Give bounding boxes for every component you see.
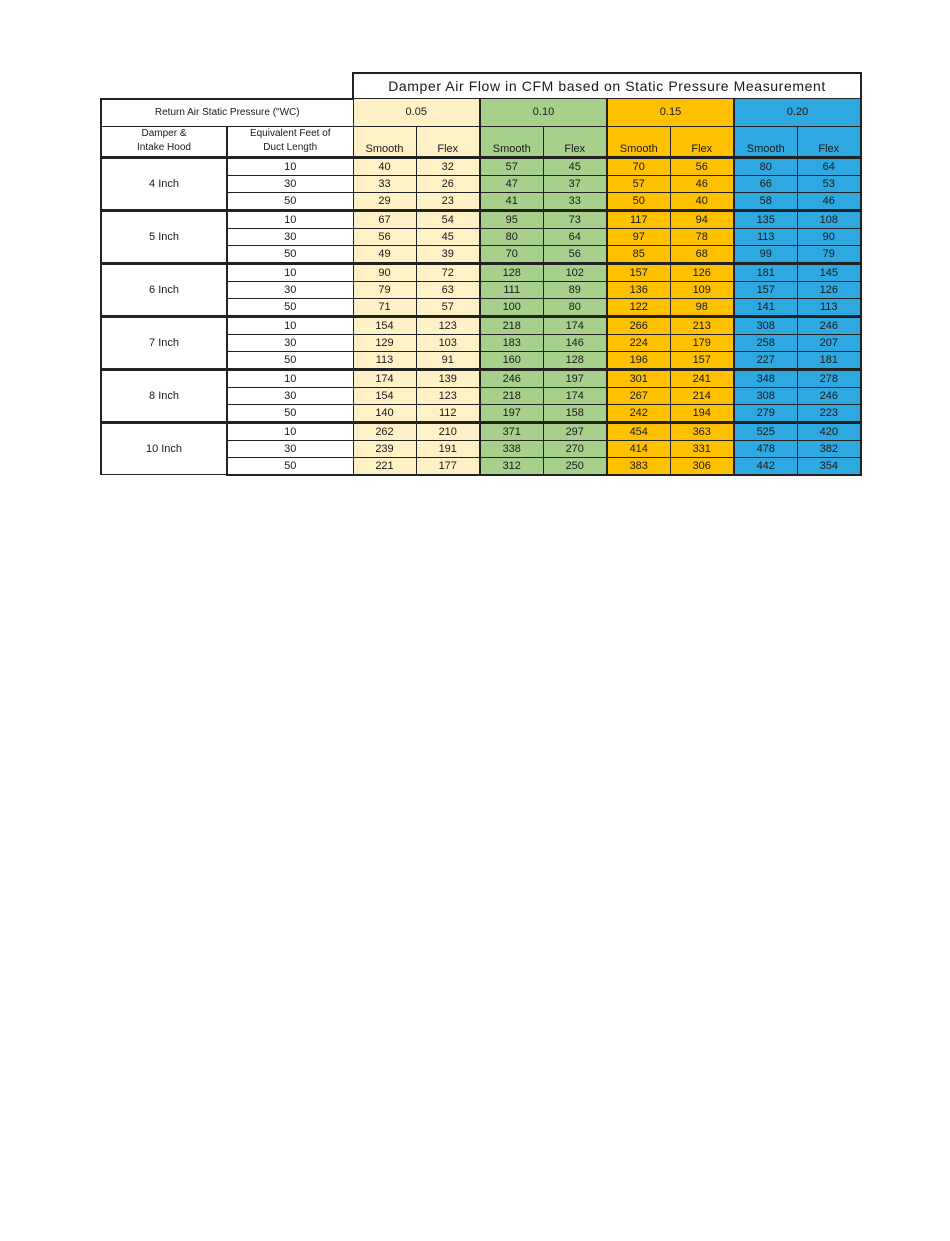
flex-cfm-cell: 40 bbox=[670, 192, 734, 210]
smooth-cfm-cell: 371 bbox=[480, 422, 543, 440]
pressure-0-15: 0.15 bbox=[607, 99, 734, 127]
smooth-cfm-cell: 525 bbox=[734, 422, 797, 440]
smooth-cfm-cell: 29 bbox=[353, 192, 416, 210]
smooth-cfm-cell: 242 bbox=[607, 404, 670, 422]
pressure-label: Return Air Static Pressure ("WC) bbox=[101, 99, 353, 127]
smooth-cfm-cell: 442 bbox=[734, 457, 797, 475]
duct-length-cell: 30 bbox=[227, 334, 353, 351]
flex-header: Flex bbox=[543, 126, 607, 157]
damper-size-cell: 6 Inch bbox=[101, 263, 227, 316]
smooth-cfm-cell: 218 bbox=[480, 316, 543, 334]
flex-cfm-cell: 191 bbox=[416, 440, 480, 457]
smooth-cfm-cell: 135 bbox=[734, 210, 797, 228]
column-header-row bbox=[101, 126, 861, 157]
smooth-cfm-cell: 239 bbox=[353, 440, 416, 457]
duct-length-cell: 30 bbox=[227, 228, 353, 245]
smooth-cfm-cell: 258 bbox=[734, 334, 797, 351]
flex-cfm-cell: 210 bbox=[416, 422, 480, 440]
flex-cfm-cell: 126 bbox=[797, 281, 861, 298]
smooth-cfm-cell: 221 bbox=[353, 457, 416, 475]
flex-cfm-cell: 56 bbox=[543, 245, 607, 263]
pressure-0-20: 0.20 bbox=[734, 99, 861, 127]
smooth-cfm-cell: 50 bbox=[607, 192, 670, 210]
smooth-cfm-cell: 414 bbox=[607, 440, 670, 457]
smooth-cfm-cell: 301 bbox=[607, 369, 670, 387]
smooth-cfm-cell: 71 bbox=[353, 298, 416, 316]
smooth-cfm-cell: 41 bbox=[480, 192, 543, 210]
flex-cfm-cell: 250 bbox=[543, 457, 607, 475]
flex-header: Flex bbox=[670, 126, 734, 157]
smooth-cfm-cell: 113 bbox=[353, 351, 416, 369]
flex-cfm-cell: 174 bbox=[543, 316, 607, 334]
flex-cfm-cell: 278 bbox=[797, 369, 861, 387]
smooth-cfm-cell: 383 bbox=[607, 457, 670, 475]
smooth-cfm-cell: 140 bbox=[353, 404, 416, 422]
flex-cfm-cell: 214 bbox=[670, 387, 734, 404]
duct-length-cell: 30 bbox=[227, 387, 353, 404]
smooth-cfm-cell: 70 bbox=[607, 157, 670, 175]
flex-cfm-cell: 94 bbox=[670, 210, 734, 228]
duct-length-cell: 50 bbox=[227, 298, 353, 316]
smooth-cfm-cell: 218 bbox=[480, 387, 543, 404]
flex-cfm-cell: 145 bbox=[797, 263, 861, 281]
smooth-cfm-cell: 47 bbox=[480, 175, 543, 192]
flex-header: Flex bbox=[416, 126, 480, 157]
length-header-line-1: Equivalent Feet of bbox=[249, 127, 331, 139]
flex-cfm-cell: 128 bbox=[543, 351, 607, 369]
flex-cfm-cell: 241 bbox=[670, 369, 734, 387]
flex-cfm-cell: 26 bbox=[416, 175, 480, 192]
smooth-cfm-cell: 33 bbox=[353, 175, 416, 192]
flex-header: Flex bbox=[797, 126, 861, 157]
table-row bbox=[101, 369, 861, 387]
smooth-cfm-cell: 100 bbox=[480, 298, 543, 316]
flex-cfm-cell: 112 bbox=[416, 404, 480, 422]
flex-cfm-cell: 420 bbox=[797, 422, 861, 440]
flex-cfm-cell: 158 bbox=[543, 404, 607, 422]
table-row bbox=[101, 316, 861, 334]
flex-cfm-cell: 68 bbox=[670, 245, 734, 263]
flex-cfm-cell: 363 bbox=[670, 422, 734, 440]
smooth-cfm-cell: 308 bbox=[734, 387, 797, 404]
length-column-header bbox=[227, 126, 353, 157]
duct-length-cell: 10 bbox=[227, 369, 353, 387]
flex-cfm-cell: 73 bbox=[543, 210, 607, 228]
pressure-0-10: 0.10 bbox=[480, 99, 607, 127]
flex-cfm-cell: 246 bbox=[797, 316, 861, 334]
flex-cfm-cell: 54 bbox=[416, 210, 480, 228]
flex-cfm-cell: 126 bbox=[670, 263, 734, 281]
blank-corner bbox=[101, 73, 353, 99]
smooth-cfm-cell: 129 bbox=[353, 334, 416, 351]
duct-length-cell: 10 bbox=[227, 316, 353, 334]
flex-cfm-cell: 223 bbox=[797, 404, 861, 422]
table-row bbox=[101, 263, 861, 281]
flex-cfm-cell: 45 bbox=[543, 157, 607, 175]
smooth-cfm-cell: 197 bbox=[480, 404, 543, 422]
flex-cfm-cell: 108 bbox=[797, 210, 861, 228]
smooth-cfm-cell: 90 bbox=[353, 263, 416, 281]
flex-cfm-cell: 306 bbox=[670, 457, 734, 475]
duct-length-cell: 30 bbox=[227, 440, 353, 457]
smooth-cfm-cell: 57 bbox=[607, 175, 670, 192]
flex-cfm-cell: 197 bbox=[543, 369, 607, 387]
smooth-cfm-cell: 246 bbox=[480, 369, 543, 387]
smooth-cfm-cell: 58 bbox=[734, 192, 797, 210]
smooth-cfm-cell: 80 bbox=[480, 228, 543, 245]
flex-cfm-cell: 33 bbox=[543, 192, 607, 210]
damper-header-line-2: Intake Hood bbox=[137, 141, 191, 153]
flex-cfm-cell: 64 bbox=[797, 157, 861, 175]
flex-cfm-cell: 194 bbox=[670, 404, 734, 422]
smooth-cfm-cell: 128 bbox=[480, 263, 543, 281]
table-row bbox=[101, 157, 861, 175]
flex-cfm-cell: 297 bbox=[543, 422, 607, 440]
flex-cfm-cell: 56 bbox=[670, 157, 734, 175]
flex-cfm-cell: 57 bbox=[416, 298, 480, 316]
smooth-cfm-cell: 67 bbox=[353, 210, 416, 228]
smooth-cfm-cell: 348 bbox=[734, 369, 797, 387]
flex-cfm-cell: 123 bbox=[416, 387, 480, 404]
smooth-cfm-cell: 99 bbox=[734, 245, 797, 263]
flex-cfm-cell: 139 bbox=[416, 369, 480, 387]
smooth-cfm-cell: 196 bbox=[607, 351, 670, 369]
flex-cfm-cell: 72 bbox=[416, 263, 480, 281]
smooth-cfm-cell: 224 bbox=[607, 334, 670, 351]
smooth-header: Smooth bbox=[480, 126, 543, 157]
pressure-row bbox=[101, 99, 861, 127]
smooth-cfm-cell: 181 bbox=[734, 263, 797, 281]
flex-cfm-cell: 382 bbox=[797, 440, 861, 457]
smooth-cfm-cell: 113 bbox=[734, 228, 797, 245]
pressure-0-05: 0.05 bbox=[353, 99, 480, 127]
flex-cfm-cell: 179 bbox=[670, 334, 734, 351]
flex-cfm-cell: 32 bbox=[416, 157, 480, 175]
duct-length-cell: 50 bbox=[227, 192, 353, 210]
table-row bbox=[101, 422, 861, 440]
length-header-line-2: Duct Length bbox=[263, 141, 318, 153]
smooth-cfm-cell: 154 bbox=[353, 387, 416, 404]
flex-cfm-cell: 177 bbox=[416, 457, 480, 475]
flex-cfm-cell: 64 bbox=[543, 228, 607, 245]
flex-cfm-cell: 174 bbox=[543, 387, 607, 404]
flex-cfm-cell: 89 bbox=[543, 281, 607, 298]
duct-length-cell: 30 bbox=[227, 281, 353, 298]
flex-cfm-cell: 181 bbox=[797, 351, 861, 369]
smooth-cfm-cell: 312 bbox=[480, 457, 543, 475]
title-row bbox=[101, 73, 861, 99]
flex-cfm-cell: 157 bbox=[670, 351, 734, 369]
smooth-cfm-cell: 57 bbox=[480, 157, 543, 175]
flex-cfm-cell: 146 bbox=[543, 334, 607, 351]
smooth-cfm-cell: 111 bbox=[480, 281, 543, 298]
flex-cfm-cell: 79 bbox=[797, 245, 861, 263]
damper-header-line-1: Damper & bbox=[141, 127, 187, 139]
flex-cfm-cell: 246 bbox=[797, 387, 861, 404]
smooth-cfm-cell: 56 bbox=[353, 228, 416, 245]
duct-length-cell: 10 bbox=[227, 210, 353, 228]
flex-cfm-cell: 23 bbox=[416, 192, 480, 210]
damper-size-cell: 10 Inch bbox=[101, 422, 227, 475]
smooth-cfm-cell: 227 bbox=[734, 351, 797, 369]
smooth-cfm-cell: 157 bbox=[607, 263, 670, 281]
smooth-cfm-cell: 279 bbox=[734, 404, 797, 422]
flex-cfm-cell: 270 bbox=[543, 440, 607, 457]
smooth-header: Smooth bbox=[607, 126, 670, 157]
flex-cfm-cell: 63 bbox=[416, 281, 480, 298]
flex-cfm-cell: 46 bbox=[797, 192, 861, 210]
flex-cfm-cell: 53 bbox=[797, 175, 861, 192]
duct-length-cell: 50 bbox=[227, 457, 353, 475]
smooth-cfm-cell: 66 bbox=[734, 175, 797, 192]
smooth-cfm-cell: 40 bbox=[353, 157, 416, 175]
smooth-cfm-cell: 85 bbox=[607, 245, 670, 263]
table-row bbox=[101, 210, 861, 228]
smooth-cfm-cell: 95 bbox=[480, 210, 543, 228]
flex-cfm-cell: 80 bbox=[543, 298, 607, 316]
smooth-cfm-cell: 70 bbox=[480, 245, 543, 263]
damper-size-cell: 5 Inch bbox=[101, 210, 227, 263]
smooth-cfm-cell: 266 bbox=[607, 316, 670, 334]
smooth-cfm-cell: 308 bbox=[734, 316, 797, 334]
flex-cfm-cell: 37 bbox=[543, 175, 607, 192]
smooth-cfm-cell: 97 bbox=[607, 228, 670, 245]
smooth-cfm-cell: 117 bbox=[607, 210, 670, 228]
smooth-cfm-cell: 183 bbox=[480, 334, 543, 351]
flex-cfm-cell: 213 bbox=[670, 316, 734, 334]
duct-length-cell: 10 bbox=[227, 157, 353, 175]
flex-cfm-cell: 45 bbox=[416, 228, 480, 245]
duct-length-cell: 30 bbox=[227, 175, 353, 192]
flex-cfm-cell: 98 bbox=[670, 298, 734, 316]
smooth-cfm-cell: 160 bbox=[480, 351, 543, 369]
smooth-cfm-cell: 49 bbox=[353, 245, 416, 263]
flex-cfm-cell: 102 bbox=[543, 263, 607, 281]
flex-cfm-cell: 331 bbox=[670, 440, 734, 457]
duct-length-cell: 50 bbox=[227, 351, 353, 369]
smooth-cfm-cell: 454 bbox=[607, 422, 670, 440]
smooth-cfm-cell: 262 bbox=[353, 422, 416, 440]
table-title: Damper Air Flow in CFM based on Static Pressure Measurement bbox=[353, 73, 861, 99]
smooth-header: Smooth bbox=[353, 126, 416, 157]
flex-cfm-cell: 207 bbox=[797, 334, 861, 351]
flex-cfm-cell: 46 bbox=[670, 175, 734, 192]
smooth-cfm-cell: 154 bbox=[353, 316, 416, 334]
smooth-cfm-cell: 157 bbox=[734, 281, 797, 298]
smooth-header: Smooth bbox=[734, 126, 797, 157]
damper-airflow-table bbox=[100, 72, 862, 476]
smooth-cfm-cell: 267 bbox=[607, 387, 670, 404]
smooth-cfm-cell: 174 bbox=[353, 369, 416, 387]
flex-cfm-cell: 109 bbox=[670, 281, 734, 298]
flex-cfm-cell: 91 bbox=[416, 351, 480, 369]
smooth-cfm-cell: 338 bbox=[480, 440, 543, 457]
flex-cfm-cell: 90 bbox=[797, 228, 861, 245]
damper-size-cell: 7 Inch bbox=[101, 316, 227, 369]
flex-cfm-cell: 78 bbox=[670, 228, 734, 245]
smooth-cfm-cell: 79 bbox=[353, 281, 416, 298]
damper-column-header bbox=[101, 126, 227, 157]
smooth-cfm-cell: 136 bbox=[607, 281, 670, 298]
duct-length-cell: 10 bbox=[227, 422, 353, 440]
flex-cfm-cell: 123 bbox=[416, 316, 480, 334]
duct-length-cell: 10 bbox=[227, 263, 353, 281]
flex-cfm-cell: 39 bbox=[416, 245, 480, 263]
duct-length-cell: 50 bbox=[227, 404, 353, 422]
flex-cfm-cell: 113 bbox=[797, 298, 861, 316]
smooth-cfm-cell: 80 bbox=[734, 157, 797, 175]
damper-size-cell: 4 Inch bbox=[101, 157, 227, 210]
duct-length-cell: 50 bbox=[227, 245, 353, 263]
flex-cfm-cell: 103 bbox=[416, 334, 480, 351]
flex-cfm-cell: 354 bbox=[797, 457, 861, 475]
damper-size-cell: 8 Inch bbox=[101, 369, 227, 422]
smooth-cfm-cell: 122 bbox=[607, 298, 670, 316]
smooth-cfm-cell: 141 bbox=[734, 298, 797, 316]
smooth-cfm-cell: 478 bbox=[734, 440, 797, 457]
